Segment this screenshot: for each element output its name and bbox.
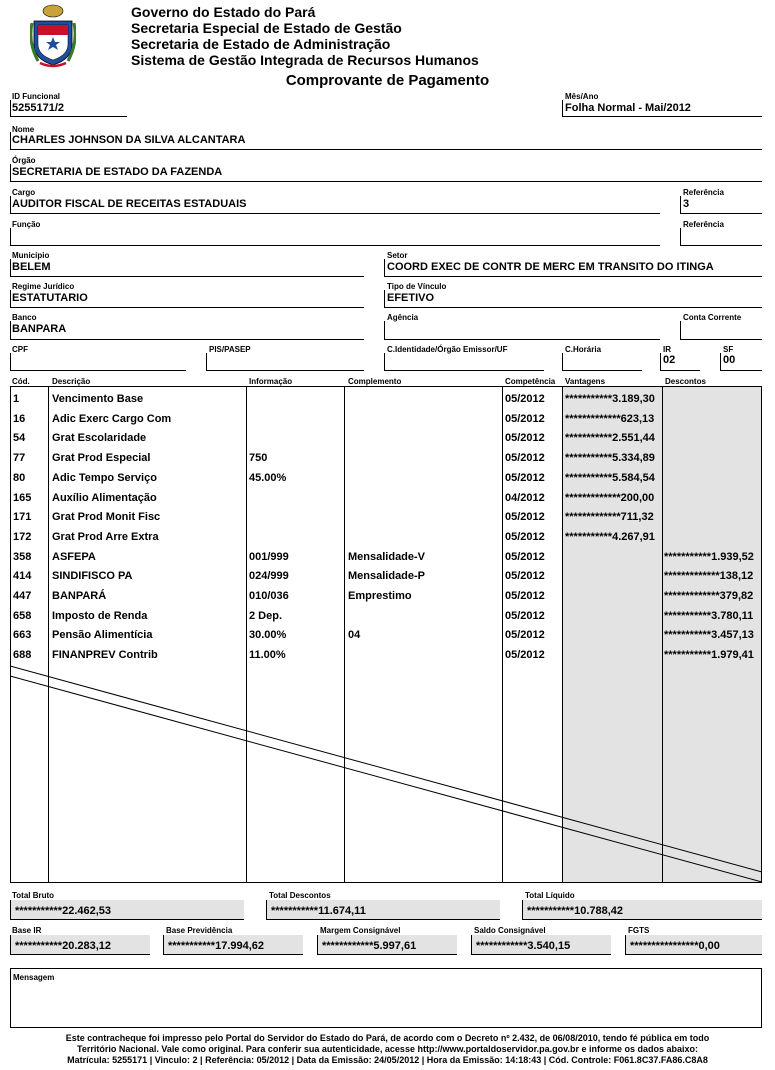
table-row xyxy=(0,587,775,607)
cell-compet: 05/2012 xyxy=(505,609,545,622)
banco-value: BANPARA xyxy=(12,323,67,335)
mensagem-label: Mensagem xyxy=(13,973,55,982)
cell-vant: ***********5.584,54 xyxy=(565,471,655,484)
id-label: ID Funcional xyxy=(12,92,60,101)
cell-compet: 05/2012 xyxy=(505,452,545,465)
vinculo-value: EFETIVO xyxy=(387,292,435,304)
mensagem-box xyxy=(10,968,762,1028)
cell-desc: Grat Prod Monit Fisc xyxy=(52,511,161,524)
cell-info: 2 Dep. xyxy=(249,609,283,622)
base-previdencia-label: Base Previdência xyxy=(166,926,233,935)
col-complemento: Complemento xyxy=(348,377,402,386)
cell-cod: 80 xyxy=(13,471,26,484)
ir-label: IR xyxy=(663,345,671,354)
cell-cod: 16 xyxy=(13,412,26,425)
cpf-label: CPF xyxy=(12,345,28,354)
cell-info: 750 xyxy=(249,452,268,465)
orgao-value: SECRETARIA DE ESTADO DA FAZENDA xyxy=(12,166,223,178)
col-informacao: Informação xyxy=(249,377,293,386)
cell-compet: 04/2012 xyxy=(505,491,545,504)
sf-label: SF xyxy=(723,345,734,354)
agencia-label: Agência xyxy=(387,313,419,322)
total-bruto-value: ***********22.462,53 xyxy=(10,900,244,920)
cell-cod: 414 xyxy=(13,570,32,583)
carga-horaria-label: C.Horária xyxy=(565,345,602,354)
cell-desct: *************138,12 xyxy=(664,570,754,583)
col-vantagens: Vantagens xyxy=(565,377,606,386)
cell-compet: 05/2012 xyxy=(505,511,545,524)
cell-cod: 171 xyxy=(13,511,32,524)
cell-vant: *************711,32 xyxy=(565,511,654,524)
cell-compet: 05/2012 xyxy=(505,432,545,445)
table-row xyxy=(0,469,775,489)
cell-compet: 05/2012 xyxy=(505,471,545,484)
cancel-strike-lines xyxy=(10,660,762,885)
table-row xyxy=(0,489,775,509)
cell-compet: 05/2012 xyxy=(505,412,545,425)
cell-vant: ***********4.267,91 xyxy=(565,530,655,543)
cell-cod: 77 xyxy=(13,452,26,465)
setor-value: COORD EXEC DE CONTR DE MERC EM TRANSITO DO ITINGA xyxy=(387,261,714,273)
cell-compet: 05/2012 xyxy=(505,590,545,602)
table-row xyxy=(0,626,775,646)
margem-value: ************5.997,61 xyxy=(317,935,457,955)
table-row xyxy=(0,410,775,430)
cargo-label: Cargo xyxy=(12,188,36,197)
cell-vant: ***********5.334,89 xyxy=(565,452,655,465)
cell-comp: Emprestimo xyxy=(348,590,412,602)
col-descricao: Descrição xyxy=(52,377,91,386)
footer-control-line: Matrícula: 5255171 | Vinculo: 2 | Referência: 05/2012 | Data da Emissão: 24/05/2012 | Hora da Emissão: 14:18:43 | Cód. Controle: F061.8C37.FA86.C8A8 xyxy=(67,1055,708,1065)
fgts-label: FGTS xyxy=(628,926,650,935)
page-title: Comprovante de Pagamento xyxy=(285,72,490,89)
cell-compet: 05/2012 xyxy=(505,530,545,543)
total-descontos-label: Total Descontos xyxy=(269,891,331,900)
header-secretaria-gestao: Secretaria Especial de Estado de Gestão xyxy=(131,20,402,36)
regime-value: ESTATUTARIO xyxy=(12,292,88,304)
table-row xyxy=(0,429,775,449)
cell-info: 30.00% xyxy=(249,629,287,642)
base-previdencia-value: ***********17.994,62 xyxy=(163,935,303,955)
cell-desc: Adic Exerc Cargo Com xyxy=(52,412,172,425)
referencia-label: Referência xyxy=(683,188,724,197)
cell-comp: Mensalidade-P xyxy=(348,570,426,583)
conta-label: Conta Corrente xyxy=(683,313,742,322)
cell-desc: SINDIFISCO PA xyxy=(52,570,133,583)
header-government: Governo do Estado do Pará xyxy=(131,4,316,20)
col-competencia: Competência xyxy=(505,377,556,386)
col-cod: Cód. xyxy=(12,377,30,386)
fgts-value: ****************0,00 xyxy=(625,935,762,955)
cell-desc: Grat Prod Arre Extra xyxy=(52,530,159,543)
cell-compet: 05/2012 xyxy=(505,629,545,642)
cell-info: 11.00% xyxy=(249,649,286,662)
total-liquido-value: ***********10.788,42 xyxy=(522,900,762,920)
header-secretaria-admin: Secretaria de Estado de Administração xyxy=(131,36,391,52)
cell-desc: BANPARÁ xyxy=(52,590,107,602)
total-descontos-value: ***********11.674,11 xyxy=(266,900,500,920)
cell-desc: ASFEPA xyxy=(52,550,96,563)
municipio-label: Município xyxy=(12,251,50,260)
saldo-label: Saldo Consignável xyxy=(474,926,546,935)
pis-label: PIS/PASEP xyxy=(209,345,251,354)
mes-label: Mês/Ano xyxy=(565,92,599,101)
cell-cod: 172 xyxy=(13,530,32,543)
setor-label: Setor xyxy=(387,251,408,260)
cell-desct: ***********3.457,13 xyxy=(664,629,754,642)
cell-cod: 165 xyxy=(13,491,32,504)
cell-desc: Pensão Alimentícia xyxy=(52,629,153,642)
nome-label: Nome xyxy=(12,125,35,134)
cell-info: 45.00% xyxy=(249,471,287,484)
funcao-label: Função xyxy=(12,220,41,229)
cell-info: 024/999 xyxy=(249,570,289,583)
cell-vant: ***********2.551,44 xyxy=(565,432,655,445)
cell-cod: 447 xyxy=(13,590,32,602)
cell-cod: 358 xyxy=(13,550,32,563)
ir-value: 02 xyxy=(663,354,676,366)
total-bruto-label: Total Bruto xyxy=(12,891,55,900)
cell-info: 001/999 xyxy=(249,550,289,563)
footer-legal-line2: Território Nacional. Vale como original. Para conferir sua autenticidade, acesse http://www.portaldoservidor.pa.gov.br e informe os dados abaixo: xyxy=(77,1044,698,1054)
base-ir-label: Base IR xyxy=(12,926,42,935)
cell-desct: ***********3.780,11 xyxy=(664,609,754,622)
orgao-label: Órgão xyxy=(12,156,36,165)
cell-compet: 05/2012 xyxy=(505,393,545,405)
cell-comp: 04 xyxy=(348,629,361,642)
cell-desc: Grat Prod Especial xyxy=(52,452,151,465)
state-crest-icon xyxy=(30,3,76,69)
table-row xyxy=(0,508,775,528)
footer-legal-line1: Este contracheque foi impresso pelo Portal do Servidor do Estado do Pará, de acordo com o Decreto nº 2.432, de 06/08/2010, tendo fé pública em todo xyxy=(65,1033,710,1043)
cell-cod: 1 xyxy=(13,393,20,405)
cell-info: 010/036 xyxy=(249,590,289,602)
saldo-value: ************3.540,15 xyxy=(471,935,611,955)
cell-desct: *************379,82 xyxy=(664,590,754,602)
header-system: Sistema de Gestão Integrada de Recursos Humanos xyxy=(131,52,479,68)
cell-compet: 05/2012 xyxy=(505,649,545,662)
id-value: 5255171/2 xyxy=(12,102,64,114)
cell-desct: ***********1.979,41 xyxy=(664,649,754,662)
table-row xyxy=(0,567,775,587)
table-row xyxy=(0,548,775,568)
cell-desc: FINANPREV Contrib xyxy=(52,649,158,662)
cell-desc: Imposto de Renda xyxy=(52,609,148,622)
cell-desct: ***********1.939,52 xyxy=(664,550,754,563)
cell-cod: 663 xyxy=(13,629,32,642)
cell-vant: ***********3.189,30 xyxy=(565,393,655,405)
col-descontos: Descontos xyxy=(665,377,706,386)
cell-compet: 05/2012 xyxy=(505,570,545,583)
cell-comp: Mensalidade-V xyxy=(348,550,426,563)
total-liquido-label: Total Líquido xyxy=(525,891,575,900)
municipio-value: BELEM xyxy=(12,261,51,273)
cell-cod: 658 xyxy=(13,609,32,622)
table-row xyxy=(0,390,775,410)
ci-label: C.Identidade/Órgão Emissor/UF xyxy=(387,345,508,354)
regime-label: Regime Jurídico xyxy=(12,282,75,291)
banco-label: Banco xyxy=(12,313,37,322)
referencia2-label: Referência xyxy=(683,220,724,229)
table-row xyxy=(0,607,775,627)
vinculo-label: Tipo de Vínculo xyxy=(387,282,447,291)
margem-label: Margem Consignável xyxy=(320,926,401,935)
mes-value: Folha Normal - Mai/2012 xyxy=(565,102,691,114)
cargo-value: AUDITOR FISCAL DE RECEITAS ESTADUAIS xyxy=(12,198,247,210)
nome-value: CHARLES JOHNSON DA SILVA ALCANTARA xyxy=(12,134,246,146)
cell-vant: *************200,00 xyxy=(565,491,655,504)
cell-compet: 05/2012 xyxy=(505,550,545,563)
cell-desc: Grat Escolaridade xyxy=(52,432,147,445)
sf-value: 00 xyxy=(723,354,736,366)
base-ir-value: ***********20.283,12 xyxy=(10,935,150,955)
cell-cod: 54 xyxy=(13,432,26,445)
cell-cod: 688 xyxy=(13,649,32,662)
cell-desc: Vencimento Base xyxy=(52,393,144,405)
cell-desc: Auxílio Alimentação xyxy=(52,491,157,504)
table-row xyxy=(0,449,775,469)
cell-desc: Adic Tempo Serviço xyxy=(52,471,157,484)
referencia-value: 3 xyxy=(683,198,690,210)
cell-vant: *************623,13 xyxy=(565,412,655,425)
table-row xyxy=(0,528,775,548)
